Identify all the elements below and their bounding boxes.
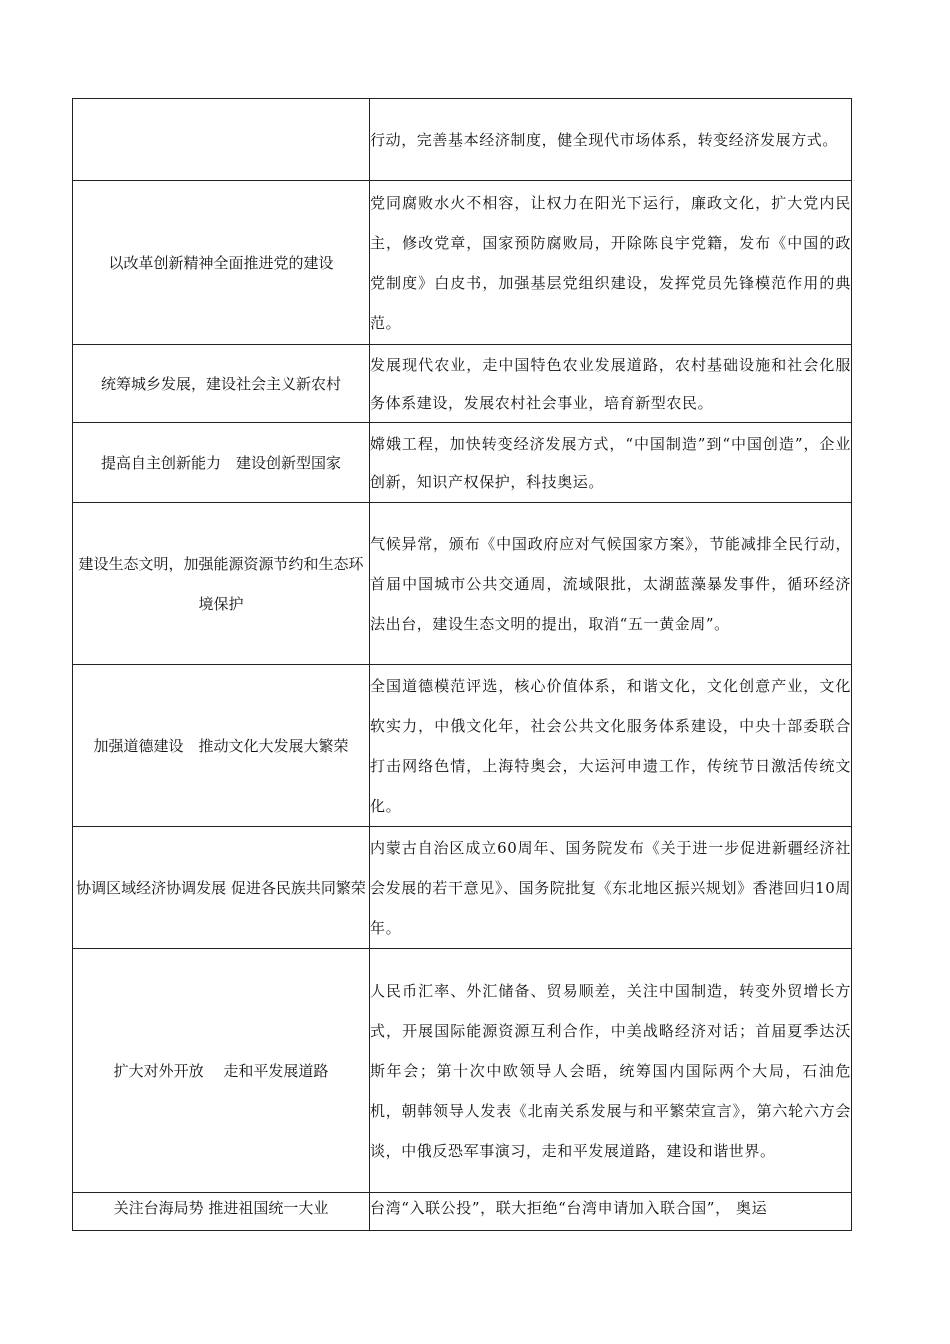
topic-cell: 建设生态文明，加强能源资源节约和生态环境保护 [73,503,370,665]
table-row [73,181,852,345]
topic-cell: 关注台海局势 推进祖国统一大业 [73,1193,370,1231]
topic-cell: 加强道德建设 推动文化大发展大繁荣 [73,665,370,827]
detail-cell: 发展现代农业，走中国特色农业发展道路，农村基础设施和社会化服务体系建设，发展农村社会事业，培育新型农民。 [370,345,852,423]
detail-cell: 全国道德模范评选，核心价值体系，和谐文化，文化创意产业，文化软实力，中俄文化年，社会公共文化服务体系建设，中央十部委联合打击网络色情，上海特奥会，大运河申遗工作，传统节日激活传统文化。 [370,665,852,827]
topic-cell: 统筹城乡发展，建设社会主义新农村 [73,345,370,423]
table-row [73,949,852,1193]
topic-cell [73,99,370,181]
table-row [73,99,852,181]
detail-cell: 党同腐败水火不相容，让权力在阳光下运行，廉政文化，扩大党内民主，修改党章，国家预防腐败局，开除陈良宇党籍，发布《中国的政党制度》白皮书，加强基层党组织建设，发挥党员先锋模范作用的典范。 [370,181,852,345]
detail-cell: 嫦娥工程，加快转变经济发展方式，“中国制造”到“中国创造”，企业创新，知识产权保护，科技奥运。 [370,423,852,503]
detail-cell: 行动，完善基本经济制度，健全现代市场体系，转变经济发展方式。 [370,99,852,181]
topic-cell: 协调区域经济协调发展 促进各民族共同繁荣 [73,827,370,949]
table-row [73,665,852,827]
detail-cell: 内蒙古自治区成立60周年、国务院发布《关于进一步促进新疆经济社会发展的若干意见》、国务院批复《东北地区振兴规划》香港回归10周年。 [370,827,852,949]
table-row [73,503,852,665]
table-row [73,345,852,423]
topic-cell: 提高自主创新能力 建设创新型国家 [73,423,370,503]
topic-cell: 扩大对外开放 走和平发展道路 [73,949,370,1193]
topic-cell: 以改革创新精神全面推进党的建设 [73,181,370,345]
detail-cell: 气候异常，颁布《中国政府应对气候国家方案》，节能减排全民行动，首届中国城市公共交通周，流域限批，太湖蓝藻暴发事件，循环经济法出台，建设生态文明的提出，取消“五一黄金周”。 [370,503,852,665]
table-row [73,423,852,503]
table-row [73,1193,852,1231]
detail-cell: 台湾“入联公投”，联大拒绝“台湾申请加入联合国”， 奥运 [370,1193,852,1231]
topics-table [72,98,852,1231]
table-row [73,827,852,949]
detail-cell: 人民币汇率、外汇储备、贸易顺差，关注中国制造，转变外贸增长方式，开展国际能源资源互利合作，中美战略经济对话；首届夏季达沃斯年会；第十次中欧领导人会晤，统筹国内国际两个大局，石油危机，朝韩领导人发表《北南关系发展与和平繁荣宣言》，第六轮六方会谈，中俄反恐军事演习，走和平发展道路，建设和谐世界。 [370,949,852,1193]
